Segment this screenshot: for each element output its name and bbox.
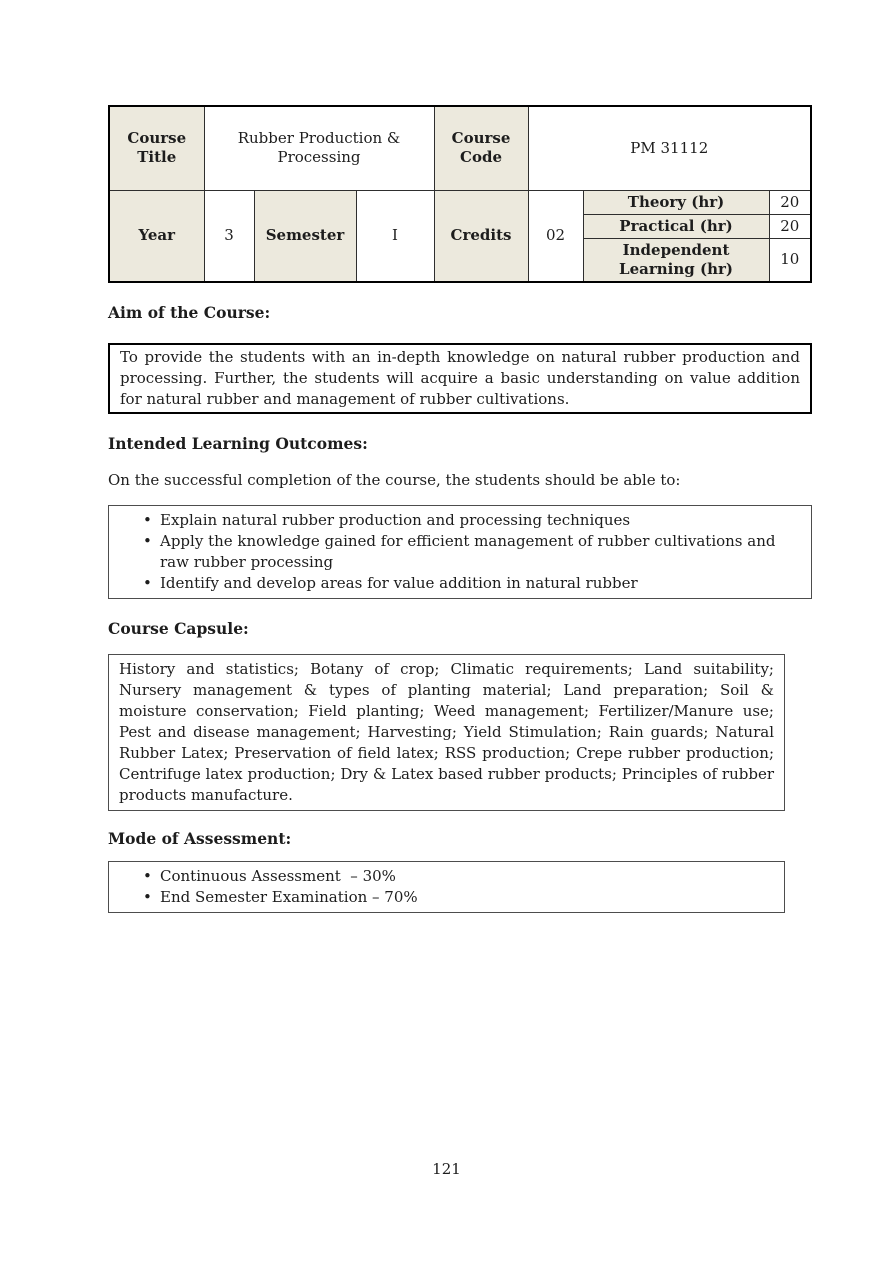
assessment-item <box>119 866 774 887</box>
aim-box <box>108 343 812 414</box>
assessment-item-text: Continuous Assessment – 30% <box>160 866 396 885</box>
theory-hours-value-cell: 20 <box>769 190 811 214</box>
bullet-icon: • <box>143 573 152 592</box>
assessment-list <box>119 866 774 908</box>
capsule-heading: Course Capsule: <box>108 618 249 638</box>
ilo-item-text: Apply the knowledge gained for efficient management of rubber cultivations and raw rubber processing <box>160 531 776 571</box>
page-number: 121 <box>432 1160 461 1178</box>
independent-learning-value-cell: 10 <box>769 238 811 282</box>
bullet-icon: • <box>143 866 152 885</box>
assessment-heading: Mode of Assessment: <box>108 828 292 848</box>
theory-hours-label-cell: Theory (hr) <box>583 190 769 214</box>
bullet-icon: • <box>143 887 152 906</box>
course-code-value-cell: PM 31112 <box>528 106 811 190</box>
ilo-item <box>119 510 801 531</box>
ilo-item <box>119 573 801 594</box>
credits-value-cell: 02 <box>528 190 583 282</box>
capsule-box <box>108 654 785 811</box>
ilo-heading: Intended Learning Outcomes: <box>108 433 368 453</box>
aim-heading: Aim of the Course: <box>108 302 271 322</box>
assessment-box <box>108 861 785 913</box>
capsule-text: History and statistics; Botany of crop; Climatic requirements; Land suitability; Nursery management & types of planting material; Land preparation; Soil & moisture conservation; Field planting; Weed management; Fertilizer/Manure use; Pest and disease management; Harvesting; Yield Stimulation; Rain guards; Natural Rubber Latex; Preservation of field latex; RSS production; Crepe rubber production; Centrifuge latex production; Dry & Latex based rubber products; Principles of rubber products manufacture. <box>119 659 774 804</box>
course-code-label-cell: Course Code <box>434 106 528 190</box>
credits-label-cell: Credits <box>434 190 528 282</box>
ilo-intro: On the successful completion of the course, the students should be able to: <box>108 470 681 489</box>
ilo-item-text: Identify and develop areas for value addition in natural rubber <box>160 573 638 592</box>
semester-value-cell: I <box>356 190 434 282</box>
year-value-cell: 3 <box>204 190 254 282</box>
ilo-list <box>119 510 801 594</box>
practical-hours-label-cell: Practical (hr) <box>583 214 769 238</box>
assessment-item <box>119 887 774 908</box>
year-label-cell: Year <box>109 190 204 282</box>
course-title-value-cell: Rubber Production & Processing <box>204 106 434 190</box>
ilo-item-text: Explain natural rubber production and processing techniques <box>160 510 631 529</box>
course-title-label-cell: Course Title <box>109 106 204 190</box>
ilo-item <box>119 531 801 573</box>
course-info-table <box>108 105 812 283</box>
aim-text: To provide the students with an in-depth knowledge on natural rubber production and processing. Further, the students will acquire a basic understanding on value addition for natural rubber and management of rubber cultivations. <box>120 347 800 408</box>
practical-hours-value-cell: 20 <box>769 214 811 238</box>
assessment-item-text: End Semester Examination – 70% <box>160 887 418 906</box>
ilo-box <box>108 505 812 599</box>
bullet-icon: • <box>143 510 152 529</box>
semester-label-cell: Semester <box>254 190 356 282</box>
independent-learning-label-cell: Independent Learning (hr) <box>583 238 769 282</box>
bullet-icon: • <box>143 531 152 550</box>
